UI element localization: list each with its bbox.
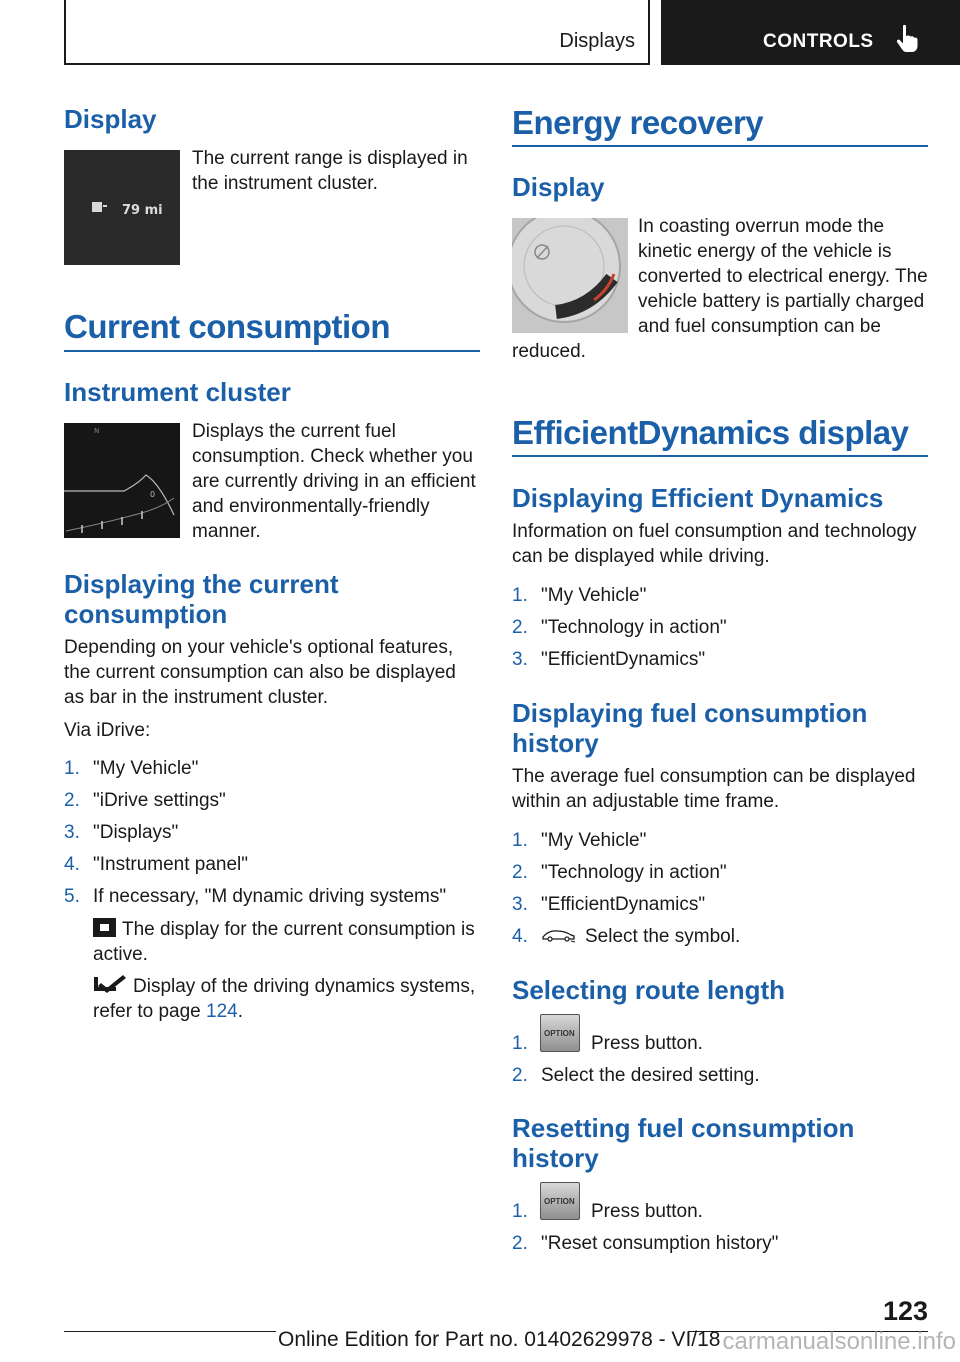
range-readout: 79 mi (122, 203, 163, 218)
display-heading: Display (64, 104, 157, 134)
consumption-display-icon (93, 918, 116, 937)
note-driving-dynamics: Display of the driving dynamics systems, refer to page 124. (93, 976, 476, 1022)
list-item: 2. "Technology in action" (512, 617, 727, 638)
pointing-hand-icon (895, 24, 919, 54)
efficient-dynamics-steps-list (512, 583, 928, 679)
displaying-efficient-dynamics-heading: Displaying Efficient Dynamics (512, 483, 884, 513)
efficient-dynamics-rule (512, 455, 928, 457)
note-active: The display for the current consumption is active. (93, 919, 475, 965)
instrument-cluster-heading: Instrument cluster (64, 377, 291, 407)
option-button[interactable]: OPTION (540, 1014, 580, 1052)
edition-text: Online Edition for Part no. 01402629978 - VI/18 (278, 1328, 721, 1351)
list-item: 1. Press button. (512, 1201, 703, 1222)
list-item: 2. Select the desired setting. (512, 1065, 760, 1086)
energy-display-text: In coasting overrun mode the kinetic energy of the vehicle is converted to electrical energy. The vehicle battery is partially charged and fuel consumption can be reduced. (512, 216, 928, 362)
list-item: 5. If necessary, "M dynamic driving systems" (64, 886, 447, 907)
section-title: Displays (559, 30, 635, 52)
current-consumption-rule (64, 350, 480, 352)
consumption-history-steps-list (512, 828, 928, 956)
list-item: 4. "Instrument panel" (64, 854, 249, 875)
list-item: 2. "Reset consumption history" (512, 1233, 779, 1254)
range-display-image (64, 150, 180, 265)
watermark: carmanualsonline.info (722, 1328, 956, 1355)
current-consumption-title: Current consumption (64, 308, 390, 345)
instrument-cluster-text: Displays the current fuel consumption. Check whether you are currently driving in an efficient and environmentally-friendly manner. (192, 421, 476, 542)
header-left-rule (64, 0, 66, 65)
footer-rule-left (64, 1331, 276, 1332)
list-item: 2. "iDrive settings" (64, 790, 226, 811)
display-text: The current range is displayed in the instrument cluster. (192, 148, 468, 194)
driving-dynamics-checkmark-icon (93, 974, 127, 994)
displaying-efficient-dynamics-text: Information on fuel consumption and technology can be displayed while driving. (512, 521, 917, 567)
energy-recovery-title: Energy recovery (512, 104, 764, 141)
efficient-dynamics-title: EfficientDynamics display (512, 414, 909, 451)
displaying-current-consumption-text: Depending on your vehicle's optional features, the current consumption can also be displayed as bar in the instrument cluster. (64, 637, 456, 708)
instrument-cluster-image (64, 423, 180, 538)
list-item: 3. "Displays" (64, 822, 179, 843)
list-item: 1. "My Vehicle" (512, 585, 647, 606)
reset-history-heading: Resetting fuel consumption history (512, 1113, 855, 1173)
list-item: 4. Select the symbol. (512, 926, 741, 947)
list-item: 2. "Technology in action" (512, 862, 727, 883)
header-bottom-rule (64, 63, 649, 65)
list-item: 1. "My Vehicle" (64, 758, 199, 779)
page-reference-link[interactable]: 124 (206, 1001, 238, 1022)
idrive-steps-list (64, 756, 480, 916)
route-length-heading: Selecting route length (512, 975, 786, 1005)
range-display-graphic (64, 150, 180, 265)
list-item: 3. "EfficientDynamics" (512, 894, 706, 915)
list-item: 1. "My Vehicle" (512, 830, 647, 851)
car-symbol-icon (541, 927, 577, 943)
energy-recovery-rule (512, 145, 928, 147)
energy-display-heading: Display (512, 172, 605, 202)
list-item: 1. Press button. (512, 1033, 703, 1054)
consumption-history-text: The average fuel consumption can be displayed within an adjustable time frame. (512, 766, 916, 812)
displaying-current-consumption-heading: Displaying the current consumption (64, 569, 339, 629)
list-item: 3. "EfficientDynamics" (512, 649, 706, 670)
svg-text:0: 0 (150, 490, 156, 499)
header-divider (648, 0, 650, 65)
chapter-tab[interactable] (661, 0, 960, 65)
page-number: 123 (882, 1296, 928, 1326)
consumption-history-heading: Displaying fuel consumption history (512, 698, 868, 758)
option-button[interactable]: OPTION (540, 1182, 580, 1220)
svg-text:N: N (94, 427, 100, 435)
instrument-cluster-graphic (64, 423, 180, 538)
chapter-tab-label: CONTROLS (763, 31, 874, 52)
via-idrive-label: Via iDrive: (64, 720, 151, 741)
